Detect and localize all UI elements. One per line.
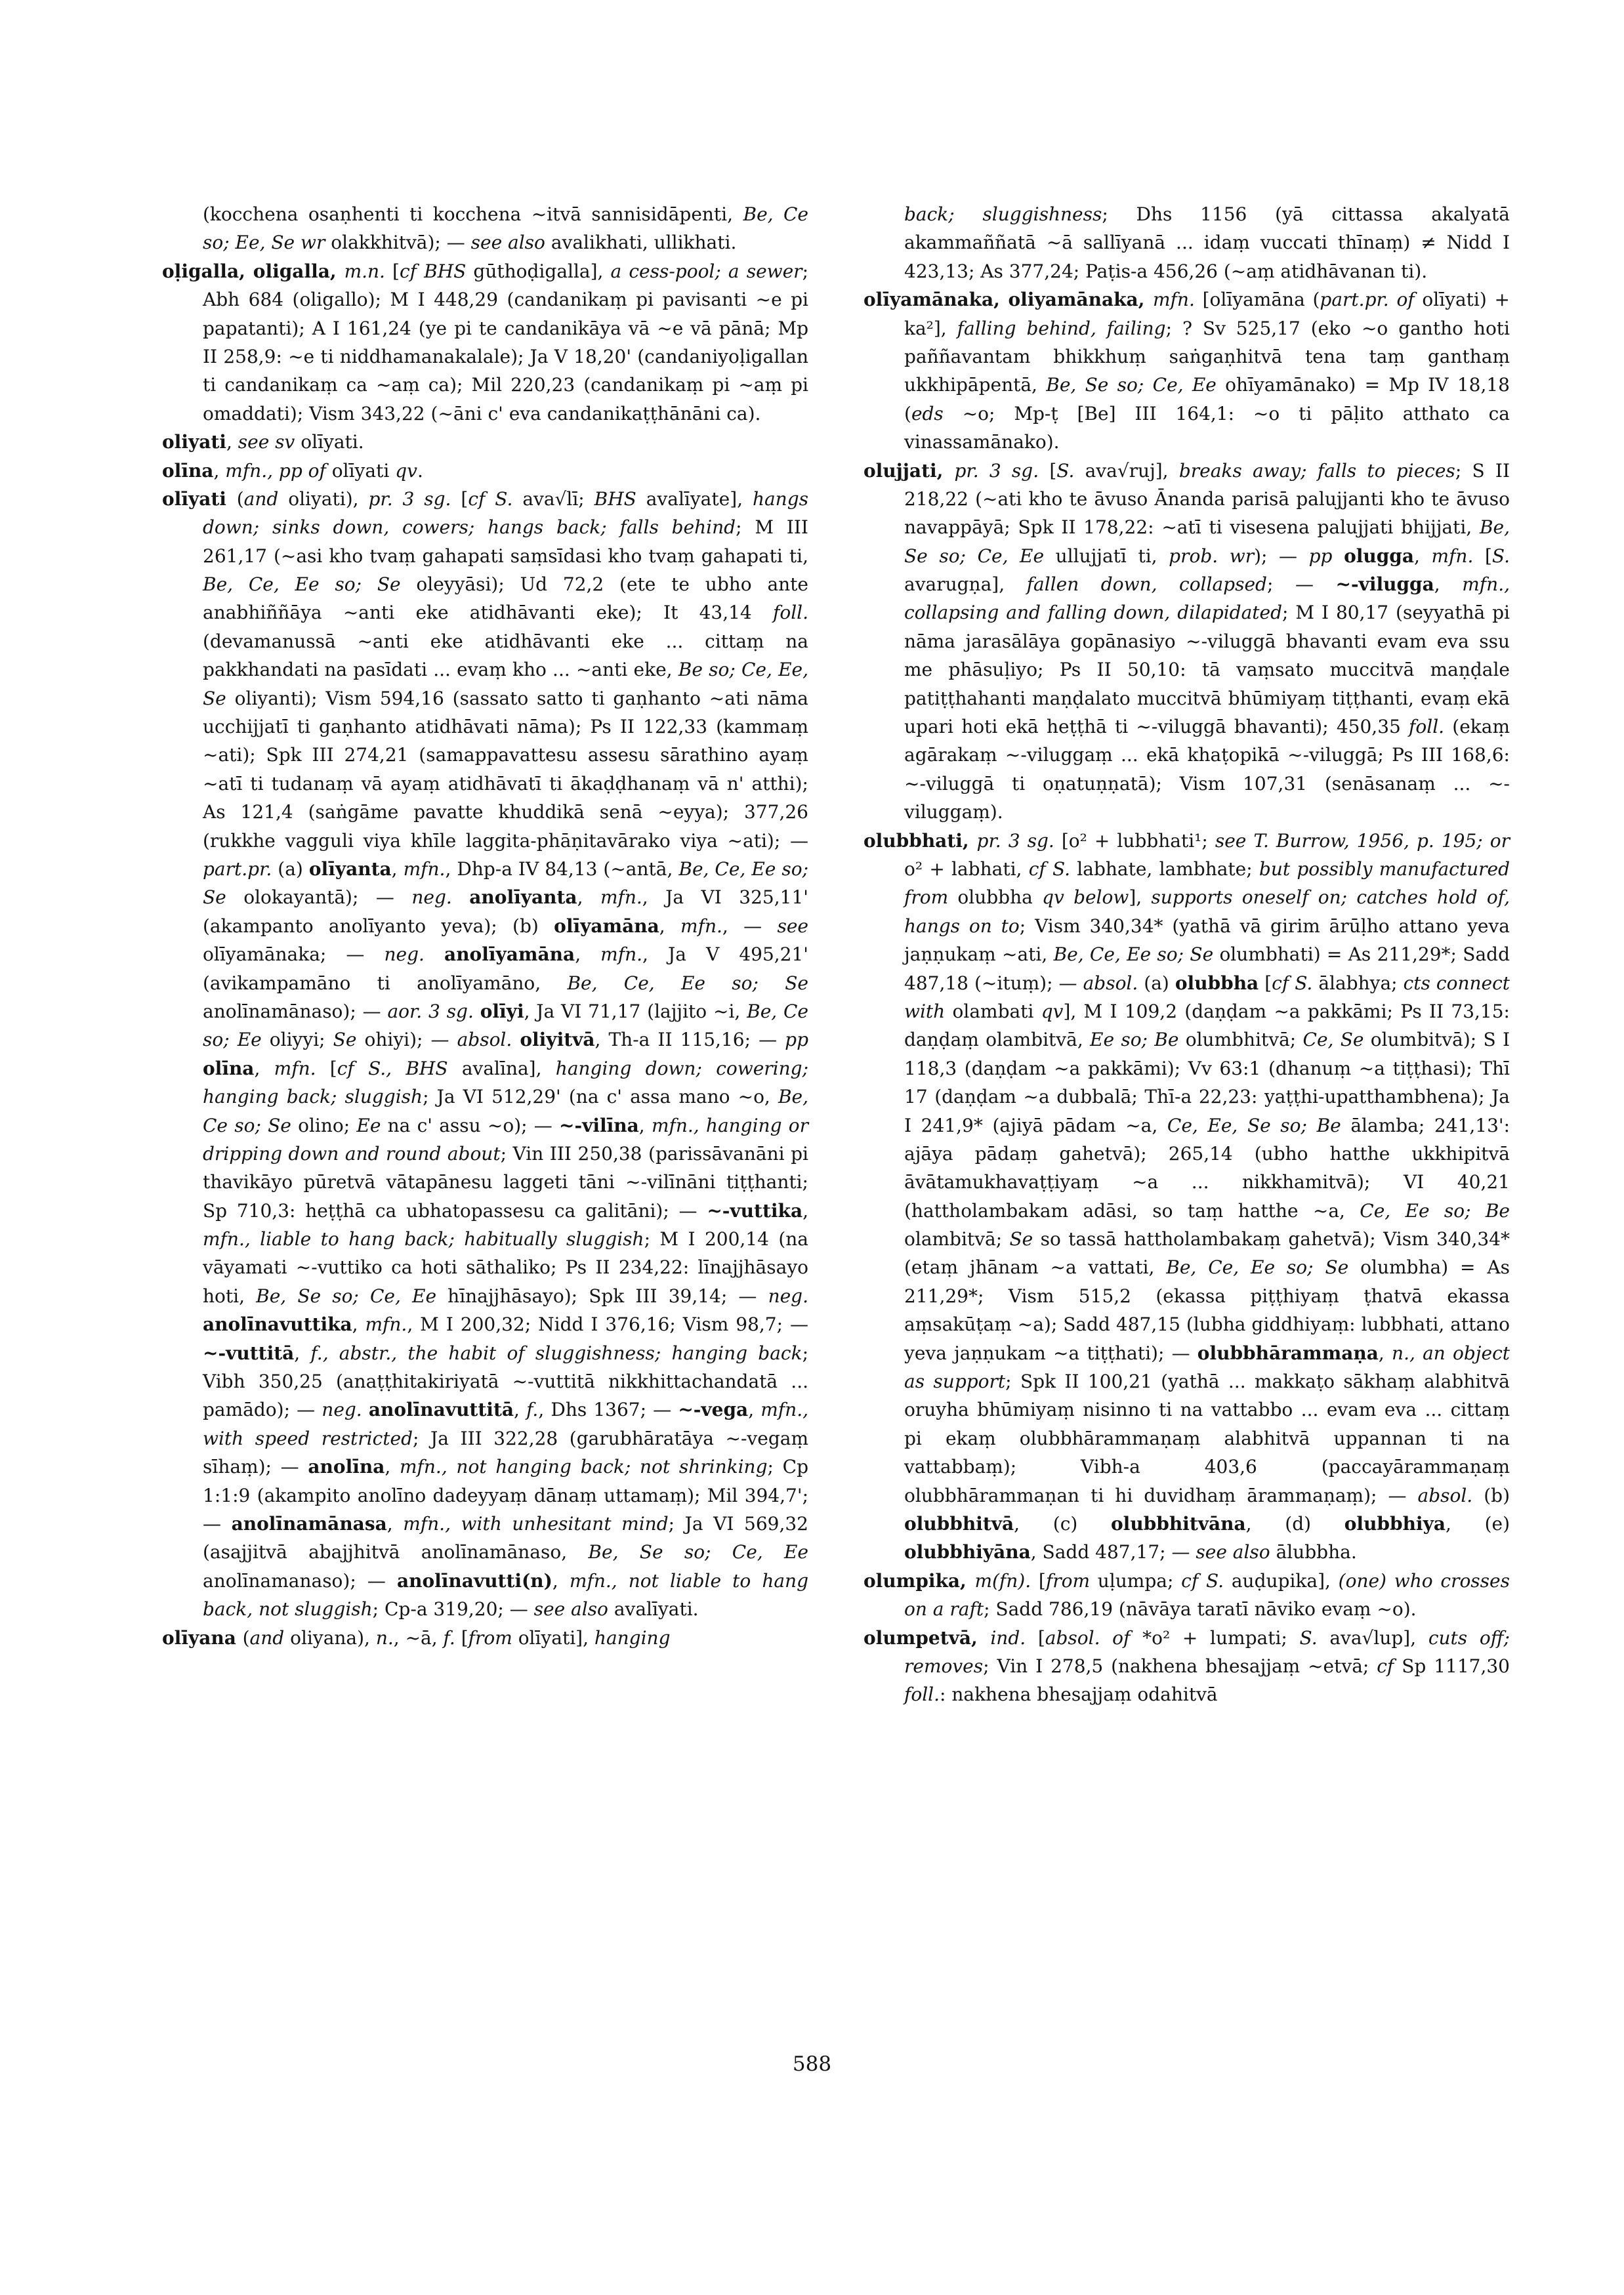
dictionary-entry: [162, 428, 808, 456]
text-run: mfn., with unhesitant mind: [403, 1512, 669, 1535]
text-run: anolīyamāna: [444, 943, 575, 966]
text-run: ; Ja III 322,28 (garubhāratāya ~-vegaṃ sīhaṃ); —: [203, 1427, 808, 1478]
text-run: mfn., hanging or dripping down and round about: [203, 1114, 808, 1165]
text-run: avalīyate],: [636, 487, 753, 510]
text-run: ,: [385, 1456, 400, 1478]
text-run: oliyitvā: [520, 1029, 595, 1051]
text-run: olokayantā); —: [226, 886, 412, 909]
text-run: hanging down; cowering; hanging back; sluggish: [203, 1057, 808, 1108]
text-run: f., abstr., the habit of sluggishness; hanging back: [310, 1342, 802, 1364]
text-run: f.: [443, 1626, 455, 1649]
text-run: o² + labhati,: [904, 858, 1029, 880]
text-run: ullujjatī ti,: [1044, 545, 1169, 567]
text-run: , Dhs 1367; —: [538, 1399, 678, 1421]
text-run: (: [242, 1626, 250, 1649]
text-run: ,: [1414, 545, 1432, 567]
text-run: ,: [659, 915, 681, 937]
dictionary-entry: [864, 1624, 1510, 1709]
text-run: see sv: [238, 431, 295, 453]
text-run: oliyana),: [284, 1626, 376, 1649]
text-run: olumbitvā); S I 118,3 (daṇḍam ~a pakkāmi); Vv 63:1 (dhanuṃ ~a tiṭṭhasi); Thī 17 (daṇḍam ~a dubbalā; Thī-a 22,23: yaṭṭhi-upatthambhena); Ja I 241,9* (ajiyā pādam ~a,: [904, 1029, 1510, 1136]
text-run: n.: [375, 1626, 394, 1649]
text-run: olīyati: [325, 459, 396, 482]
text-run: mfn.: [403, 858, 446, 880]
text-run: fallen down, collapsed: [1026, 573, 1267, 596]
text-run: falling behind, failing: [957, 317, 1166, 339]
text-run: oliyanti); Vism 594,16 (sassato satto ti gaṇhanto ~ati nāma ucchijjatī ti gaṇhanto atidhāvati nāma); Ps II 122,33 (kammaṃ ~ati); Spk III 274,21 (samappavattesu assesu sārathino ayaṃ ~atī ti tudanaṃ vā ayaṃ atidhāvatī ti ākaḍḍhanaṃ vā n' atthi); As 121,4 (saṅgāme pavatte khuddikā senā ~eyya); 377,26 (rukkhe vagguli viya khīle laggita-phāṇitavārako viya ~ati); —: [203, 687, 808, 852]
dictionary-entry: [864, 827, 1510, 1567]
text-run: olīyati.: [295, 431, 364, 453]
text-run: from: [1045, 1569, 1090, 1592]
text-run: , Dhp-a IV 84,13 (~antā,: [445, 858, 679, 880]
text-run: anolīnamānasa: [231, 1512, 387, 1535]
text-run: (: [236, 487, 244, 510]
text-run: (one) who crosses on a raft: [904, 1569, 1510, 1621]
text-run: mfn.: [365, 1313, 407, 1336]
text-run: , M I 200,32; Nidd I 376,16; Vism 98,7; —: [407, 1313, 808, 1336]
text-run: olīyati) + ka²],: [904, 289, 1510, 339]
text-run: olīyi: [480, 1000, 524, 1022]
text-run: ~o; Mp-ṭ [Be] III 164,1: ~o ti pāḷito atthato ca vinassamānako).: [904, 402, 1510, 453]
text-run: ; Abh 684 (oligallo); M I 448,29 (candanikaṃ pi pavisanti ~e pi papatanti); A I 161,24 (ye pi te candanikāya vā ~e vā pānā; Mp II 258,9: ~e ti niddhamanakalale); Ja V 18,20' (candaniyoḷigallan ti candanikaṃ ca ~aṃ ca); Mil 220,23 (candanikaṃ pi ~aṃ pi omaddati); Vism 343,22 (~āni c' eva candanikaṭṭhānāni ca).: [203, 260, 809, 424]
text-run: Be, Ce, Ee so; Se: [1053, 943, 1214, 966]
text-run: ,: [294, 1342, 311, 1364]
text-run: supports oneself on; catches hold of, hangs on to: [904, 886, 1510, 937]
dictionary-entry: [162, 485, 808, 1624]
text-run: ,: [638, 1114, 652, 1136]
text-run: olubbhārammaṇa: [1197, 1342, 1379, 1364]
text-run: , Th-a II 115,16; —: [594, 1029, 785, 1051]
text-run: olubbha: [1175, 972, 1259, 994]
text-run: pp: [1308, 545, 1333, 567]
text-run: olīyanta: [308, 858, 392, 880]
text-run: part.pr. of: [1320, 289, 1415, 311]
text-run: olumpika,: [864, 1569, 975, 1592]
entry-continuation: [864, 200, 1510, 285]
text-run: Be, Se so; Ce, Ee: [1046, 374, 1217, 396]
text-run: mfn., liable to hang back; habitually sluggish: [203, 1228, 644, 1251]
text-run: qv: [395, 459, 417, 482]
text-run: neg.: [322, 1399, 362, 1421]
text-run: cuts off; removes: [904, 1626, 1510, 1677]
text-run: gūthoḍigalla],: [466, 260, 611, 282]
text-run: ,: [213, 459, 226, 482]
text-run: ~-vilugga: [1335, 573, 1434, 596]
text-run: Sp 1117,30: [1394, 1655, 1510, 1677]
text-run: olīyana: [162, 1626, 243, 1649]
text-run: oḷigalla, oligalla,: [162, 260, 344, 282]
text-run: uḷumpa;: [1090, 1569, 1182, 1592]
text-run: ,: [226, 431, 238, 453]
text-run: n., an object as support: [904, 1342, 1510, 1393]
text-run: ,: [575, 943, 601, 966]
text-run: oliyati: [162, 431, 226, 453]
text-run: foll.: [904, 1684, 940, 1706]
text-run: neg.: [411, 886, 452, 909]
text-run: Be, Ce, Ee so; Se: [203, 573, 401, 596]
text-run: [: [385, 260, 400, 282]
text-run: anolīnamānaso); —: [203, 1000, 388, 1022]
text-run: hangs down; sinks down, cowers; hangs back; falls behind: [203, 487, 809, 539]
text-run: ; M I 80,17 (seyyathā pi nāma jarasālāya gopānasiyo ~-viluggā bhavanti evam eva ssu me phāsuḷiyo; Ps II 50,10: tā vaṃsato muccitvā maṇḍale patiṭṭhahanti maṇḍalato muccitvā bhūmiyaṃ tiṭṭhanti, evaṃ ekā upari hoti ekā heṭṭhā ti ~-viluggā bhavanti); 450,35: [904, 602, 1510, 738]
text-run: anolīyanta: [469, 886, 577, 909]
text-run: Be, Ce so; Se: [203, 1086, 808, 1136]
text-run: eds: [911, 402, 944, 424]
text-run: olujjati,: [864, 459, 955, 482]
text-run: olīyamāna: [554, 915, 659, 937]
text-run: anolīnamanaso); —: [203, 1569, 397, 1592]
text-run: ālabhya;: [1312, 972, 1404, 994]
text-run: mfn.: [680, 915, 722, 937]
text-run: olīyati: [162, 487, 237, 510]
text-run: ; Vism 340,34* (yathā vā girim ārūḷho attano yeva jaṇṇukaṃ ~ati,: [904, 915, 1510, 966]
text-run: [: [316, 1057, 337, 1079]
text-run: foll.: [772, 602, 808, 624]
text-run: cf S.: [1181, 1569, 1224, 1592]
text-run: [1332, 545, 1344, 567]
dictionary-entry: [864, 285, 1510, 456]
text-run: part.pr.: [203, 858, 272, 880]
text-run: absol. of: [1045, 1626, 1131, 1649]
text-run: Se: [1009, 1228, 1033, 1251]
text-run: [o² + lubbhati¹;: [1054, 829, 1215, 852]
text-run: mfn.: [600, 943, 643, 966]
text-run: , (d): [1245, 1512, 1344, 1535]
dictionary-entry: [162, 1624, 808, 1652]
text-columns: [162, 200, 1510, 1709]
entry-continuation: [162, 200, 808, 257]
text-run: olambati: [945, 1000, 1041, 1022]
text-run: ],: [1129, 886, 1152, 909]
text-run: ; —: [1266, 573, 1336, 596]
text-run: Be, Ce, Ee so; Se: [1166, 1256, 1349, 1279]
text-run: olambitvā;: [904, 1228, 1010, 1251]
text-run: cf S.: [1272, 972, 1313, 994]
text-run: olubbhiya: [1344, 1512, 1446, 1535]
text-run: ,: [1378, 1342, 1392, 1364]
text-run: olumbhati) = As 211,29*; Sadd 487,18 (~ituṃ); —: [904, 943, 1510, 994]
text-run: ~-vuttitā: [203, 1342, 295, 1364]
text-run: mfn., not hanging back; not shrinking: [399, 1456, 768, 1478]
text-run: absol.: [457, 1029, 512, 1051]
text-run: na c' assu ~o); —: [381, 1114, 560, 1136]
text-run: ava√ruj],: [1074, 459, 1179, 482]
text-run: cf S., BHS: [337, 1057, 448, 1079]
text-run: mfn., not liable to hang back, not sluggish: [203, 1569, 809, 1621]
text-run: [: [1026, 1626, 1045, 1649]
text-run: pp: [785, 1029, 808, 1051]
text-run: olubbhitvāna: [1111, 1512, 1246, 1535]
text-run: cf BHS: [399, 260, 467, 282]
text-run: Ee so; Be: [1090, 1029, 1179, 1051]
text-run: ; M III 261,17 (~asi kho tvaṃ gahapati saṃsīdasi kho tvaṃ gahapati ti,: [203, 516, 808, 567]
text-run: ind.: [990, 1626, 1026, 1649]
dictionary-entry: [162, 257, 808, 428]
text-run: Be, Ce so; Ee, Se wr: [203, 203, 808, 254]
page-number: 588: [792, 2052, 832, 2076]
text-run: ; Ja VI 512,29' (na c' assa mano ~o,: [423, 1086, 778, 1108]
text-run: olakkhitvā); —: [325, 232, 471, 254]
text-run: (ekaṃ agārakaṃ ~-viluggaṃ ... ekā khaṭopikā ~-viluggā; Ps III 168,6: ~-viluggā ti oṇatuṇṇatā); Vism 107,31 (senāsanaṃ ... ~-viluggaṃ).: [904, 716, 1510, 823]
text-run: see also: [533, 1598, 608, 1621]
text-run: olubbha: [948, 886, 1043, 909]
text-run: [: [1039, 459, 1057, 482]
text-run: Be so; Ce, Ee, Se: [203, 659, 809, 709]
text-run: , Ja VI 325,11' (akampanto anolīyanto yeva); (b): [203, 886, 808, 937]
text-run: pr. 3 sg.: [954, 459, 1039, 482]
text-run: absol.: [1083, 972, 1138, 994]
text-run: and: [249, 1626, 285, 1649]
text-run: ,: [352, 1313, 365, 1336]
text-run: ; Sadd 786,19 (nāvāya taratī nāviko evaṃ ~o).: [984, 1598, 1417, 1621]
text-run: a cess-pool; a sewer: [610, 260, 802, 282]
text-run: so tassā hattholambakaṃ gahetvā); Vism 340,34* (etaṃ jhānam ~a vattati,: [904, 1228, 1510, 1279]
text-run: see T. Burrow, 1956, p. 195; or: [1215, 829, 1510, 852]
text-run: breaks away; falls to pieces: [1178, 459, 1455, 482]
text-run: anolīna: [308, 1456, 385, 1478]
text-run: (a): [272, 858, 309, 880]
text-run: ; Vin III 250,38 (parissāvanāni pi thavikāyo pūretvā vātapānesu laggeti tāni ~-vilīnāni tiṭṭhanti; Sp 710,3: heṭṭhā ca ubhatopassesu ca galitāni); —: [203, 1142, 808, 1222]
text-run: Be, Se so; Ce, Ee: [588, 1541, 808, 1563]
text-run: S.: [1056, 459, 1075, 482]
left-column: [162, 200, 808, 1709]
text-run: ; S II 218,22 (~ati kho te āvuso Ānanda parisā palujjanti kho te āvuso navappāyā; Spk II 178,22: ~atī ti visesena palujjati bhijjati,: [904, 459, 1510, 539]
text-run: mfn.: [274, 1057, 316, 1079]
text-run: [474, 1001, 480, 1022]
text-run: (b): [1472, 1484, 1510, 1506]
text-run: olino;: [291, 1114, 357, 1136]
text-run: , (e): [1445, 1512, 1510, 1535]
text-run: mfn., collapsing and falling down, dilapidated: [904, 573, 1510, 624]
text-run: prob. wr: [1169, 545, 1255, 567]
text-run: ; Cp 1:1:9 (akampito anolīno dadeyyaṃ dānaṃ uttamaṃ); Mil 394,7'; —: [203, 1456, 809, 1535]
text-run: Be, Ce so; Ee: [203, 1000, 808, 1051]
text-run: ], M I 109,2 (daṇḍam ~a pakkāmi; Ps II 73,15: daṇḍaṃ olambitvā,: [904, 1000, 1510, 1051]
text-run: olumpetvā,: [864, 1626, 991, 1649]
text-run: .: [417, 459, 423, 482]
text-run: , (c): [1014, 1512, 1111, 1535]
text-run: ~-vega: [678, 1399, 749, 1421]
text-run: m.n.: [344, 260, 385, 282]
text-run: ālubbha.: [1270, 1541, 1357, 1563]
text-run: : nakhena bhesajjaṃ odahitvā: [940, 1684, 1218, 1706]
text-run: ,: [577, 886, 600, 909]
text-run: cts connect with: [904, 972, 1510, 1022]
text-run: olīyamānaka; —: [203, 943, 385, 966]
dictionary-entry: [162, 457, 808, 485]
text-run: neg.: [768, 1285, 808, 1307]
text-run: olubbhitvā: [904, 1512, 1014, 1535]
text-run: [: [455, 1626, 468, 1649]
text-run: Se: [333, 1029, 357, 1051]
text-run: mfn., with speed restricted: [203, 1399, 808, 1449]
text-run: ; M I 200,14 (na vāyamati ~-vuttiko ca hoti sāthaliko; Ps II 234,22: līnajjhāsayo hoti,: [203, 1228, 808, 1307]
text-run: Ce, Ee, Se so; Be: [1167, 1114, 1341, 1136]
text-run: [512, 1029, 520, 1050]
text-run: ava√lī;: [512, 487, 594, 510]
text-run: ,: [254, 1057, 274, 1079]
text-run: and: [243, 487, 279, 510]
text-run: absol.: [1417, 1484, 1473, 1506]
text-run: avalikhati, ullikhati.: [545, 232, 737, 254]
text-run: ; Dhs 1156 (yā cittassa akalyatā akammaññatā ~ā sallīyanā ... idaṃ vuccati thīnaṃ) ≠ Nidd I 423,13; As 377,24; Paṭis-a 456,26 (~aṃ atidhāvanan ti).: [904, 203, 1510, 282]
text-run: see: [777, 915, 808, 937]
text-run: ; Spk II 100,21 (yathā ... makkaṭo sākhaṃ alabhitvā oruyha bhūmiyaṃ nisinno ti na vattabbo ... evam eva ... cittaṃ pi ekaṃ olubbhārammaṇaṃ alabhitvā uppannan ti na vattabbaṃ); Vibh-a 403,6 (paccayārammaṇaṃ olubbhārammaṇan ti hi duvidhaṃ ārammaṇaṃ); —: [904, 1371, 1510, 1506]
text-run: ,: [1434, 573, 1463, 596]
text-run: avalīna],: [448, 1057, 556, 1079]
text-run: see also: [470, 232, 545, 254]
text-run: cf S.: [1028, 858, 1071, 880]
text-run: [425, 943, 444, 965]
text-run: f.: [526, 1399, 539, 1421]
text-run: pr. 3 sg.: [976, 829, 1054, 852]
text-run: see also: [1196, 1541, 1270, 1563]
text-run: ,: [391, 858, 404, 880]
text-run: , Ja V 495,21' (avikampamāno ti anolīyamāno,: [203, 943, 808, 994]
text-run: ,: [386, 1512, 404, 1535]
text-run: olubbhati,: [864, 829, 977, 852]
text-run: (a): [1138, 972, 1175, 994]
text-run: S.: [1299, 1626, 1318, 1649]
text-run: olubbhiyāna: [904, 1541, 1031, 1563]
text-run: anolīnavutti(n): [396, 1569, 552, 1592]
text-run: Ce, Ee so; Be: [1360, 1199, 1510, 1222]
text-run: (kocchena osaṇhenti ti kocchena ~itvā sannisidāpenti,: [203, 203, 743, 225]
text-run: ~-vuttika: [707, 1199, 803, 1222]
text-run: hanging: [594, 1626, 671, 1649]
text-run: olumbha) = As 211,29*; Vism 515,2 (ekassa piṭṭhiyaṃ ṭhatvā ekassa aṃsakūṭaṃ ~a); Sadd 487,15 (lubha giddhiyaṃ: lubbhati, attano yeva jaṇṇukam ~a tiṭṭhati); —: [904, 1256, 1510, 1364]
text-run: cf: [1377, 1655, 1394, 1677]
text-run: [452, 886, 469, 908]
text-run: Ee: [356, 1114, 381, 1136]
text-run: mfn.: [1153, 289, 1195, 311]
text-run: mfn.: [600, 886, 642, 909]
text-run: ); —: [1254, 545, 1309, 567]
text-run: labhate, lambhate;: [1070, 858, 1259, 880]
text-run: BHS: [594, 487, 636, 510]
text-run: [: [1473, 545, 1492, 567]
text-run: olīna: [203, 1057, 255, 1079]
text-run: ; ? Sv 525,17 (eko ~o gantho hoti paññavantam bhikkhuṃ saṅgaṇhitvā tena taṃ ganthaṃ ukkhipāpentā,: [904, 317, 1510, 396]
text-run: Be, Ce, Ee so; Se: [203, 858, 809, 909]
text-run: oliyati),: [278, 487, 369, 510]
text-run: qv: [1041, 1000, 1064, 1022]
text-run: olīyamānaka, oliyamānaka,: [864, 289, 1153, 311]
text-run: but possibly manufactured from: [904, 858, 1510, 909]
text-run: ,: [552, 1569, 570, 1592]
text-run: ava√lup],: [1317, 1626, 1428, 1649]
text-run: aor. 3 sg.: [387, 1000, 474, 1022]
text-run: oliyyi;: [261, 1029, 333, 1051]
text-run: auḍupika],: [1224, 1569, 1339, 1592]
text-run: ; Ja VI 569,32 (asajjitvā abajjhitvā anolīnamānaso,: [203, 1512, 808, 1563]
text-run: avarugṇa],: [904, 573, 1027, 596]
text-run: from: [468, 1626, 512, 1649]
text-run: [: [451, 487, 468, 510]
text-run: avalīyati.: [608, 1598, 699, 1621]
text-run: olugga: [1344, 545, 1415, 567]
text-run: ohiyi); —: [356, 1029, 457, 1051]
dictionary-entry: [864, 1567, 1510, 1624]
right-column: [864, 200, 1510, 1709]
text-run: qv below: [1042, 886, 1129, 909]
text-run: pr. 3 sg.: [368, 487, 451, 510]
text-run: , Sadd 487,17; —: [1030, 1541, 1196, 1563]
text-run: (devamanussā ~anti eke atidhāvanti eke ... cittaṃ na pakkhandati na pasīdati ... evaṃ kho ... ~anti eke,: [203, 630, 808, 681]
text-run: ; Cp-a 319,20; —: [372, 1598, 534, 1621]
text-run: S.: [1491, 545, 1510, 567]
text-run: mfn.: [1431, 545, 1474, 567]
text-run: hīnajjhāsayo); Spk III 39,14; —: [436, 1285, 768, 1307]
text-run: ,: [802, 1199, 808, 1222]
text-run: olīna: [162, 459, 214, 482]
text-run: anolīnavuttika: [203, 1313, 352, 1336]
text-run: [: [1031, 1569, 1046, 1592]
text-run: ohīyamānako) = Mp IV 18,18 (: [904, 374, 1510, 424]
dictionary-entry: [864, 457, 1510, 827]
text-run: Be, Se so; Ce, Ee: [256, 1285, 437, 1307]
text-run: Be, Ce, Ee so; Se: [567, 972, 808, 994]
text-run: neg.: [384, 943, 425, 966]
text-run: cf S.: [468, 487, 513, 510]
text-run: ,: [514, 1399, 527, 1421]
text-run: ,: [748, 1399, 761, 1421]
text-run: Ce, Se: [1302, 1029, 1364, 1051]
text-run: , Ja VI 71,17 (lajjito ~i,: [524, 1000, 747, 1022]
text-run: Be, Se so; Ce, Ee: [904, 516, 1510, 567]
text-run: olumbhitvā;: [1178, 1029, 1303, 1051]
text-run: ālamba; 241,13': ajāya pādaṃ gahetvā); 265,14 (ubho hatthe ukkhipitvā āvātamukhavaṭṭiyaṃ ~a ... nikkhamitvā); VI 40,21 (hattholambakam adāsi, so taṃ hatthe ~a,: [904, 1114, 1510, 1222]
text-run: , ~ā,: [393, 1626, 444, 1649]
text-run: mfn., pp of: [225, 459, 326, 482]
text-run: olīyati],: [512, 1626, 594, 1649]
text-run: oleyyāsi); Ud 72,2 (ete te ubho ante anabhiññāya ~anti eke atidhāvanti eke); It 43,14: [203, 573, 808, 624]
text-run: anolīnavuttitā: [368, 1399, 514, 1421]
text-run: back; sluggishness: [904, 203, 1102, 225]
text-run: [: [1259, 972, 1272, 994]
text-run: ; Vibh 350,25 (anaṭṭhitakiriyatā ~-vuttitā nikkhittachandatā ... pamādo); —: [203, 1342, 808, 1421]
text-run: ~-vilīna: [559, 1114, 639, 1136]
text-run: , —: [722, 915, 778, 937]
text-run: *o² + lumpati;: [1130, 1626, 1300, 1649]
text-run: [362, 1399, 369, 1420]
text-run: foll.: [1409, 716, 1445, 738]
text-run: [olīyamāna (: [1194, 289, 1320, 311]
text-run: m(fn).: [974, 1569, 1031, 1592]
text-run: ; Vin I 278,5 (nakhena bhesajjaṃ ~etvā;: [983, 1655, 1377, 1677]
